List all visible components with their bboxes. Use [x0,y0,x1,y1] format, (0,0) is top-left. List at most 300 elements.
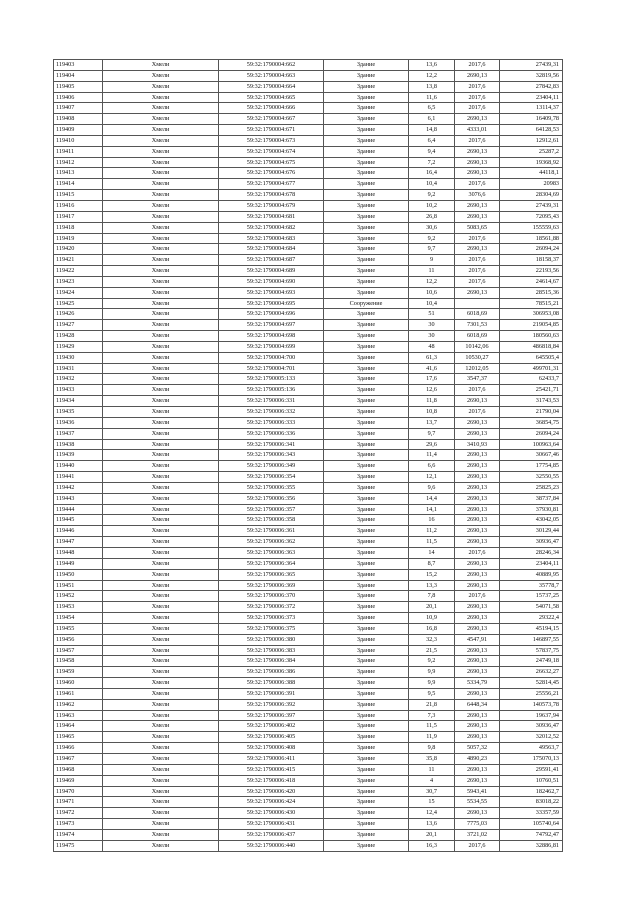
object-type-cell: Здание [324,103,409,114]
area-cell: 7,3 [409,710,455,721]
cadastral-value-cell: 100963,64 [500,439,563,450]
area-cell: 11,6 [409,92,455,103]
area-cell: 11,9 [409,732,455,743]
table-row [54,341,563,352]
cadastral-value-cell: 219054,85 [500,320,563,331]
cadastral-number-cell: 59:32:1790006:384 [219,656,324,667]
table-row [54,743,563,754]
row-id-cell: 119438 [54,439,103,450]
table-row [54,179,563,190]
table-row [54,699,563,710]
unit-value-cell: 2690,13 [455,396,500,407]
cadastral-value-cell: 10760,51 [500,775,563,786]
table-row [54,70,563,81]
table-row [54,81,563,92]
object-type-cell: Здание [324,645,409,656]
unit-value-cell: 2690,13 [455,526,500,537]
locality-cell: Хмели [103,819,219,830]
cadastral-value-cell: 26632,27 [500,667,563,678]
locality-cell: Хмели [103,125,219,136]
locality-cell: Хмели [103,92,219,103]
unit-value-cell: 2017,6 [455,135,500,146]
object-type-cell: Здание [324,114,409,125]
area-cell: 13,8 [409,81,455,92]
area-cell: 30 [409,320,455,331]
area-cell: 15 [409,797,455,808]
table-row [54,656,563,667]
cadastral-value-cell: 19368,92 [500,157,563,168]
area-cell: 13,7 [409,417,455,428]
locality-cell: Хмели [103,255,219,266]
unit-value-cell [455,298,500,309]
object-type-cell: Сооружение [324,298,409,309]
unit-value-cell: 2690,13 [455,472,500,483]
locality-cell: Хмели [103,179,219,190]
cadastral-number-cell: 59:32:1790005:133 [219,374,324,385]
row-id-cell: 119412 [54,157,103,168]
unit-value-cell: 2017,6 [455,547,500,558]
locality-cell: Хмели [103,168,219,179]
row-id-cell: 119475 [54,840,103,851]
object-type-cell: Здание [324,732,409,743]
locality-cell: Хмели [103,754,219,765]
table-row [54,602,563,613]
unit-value-cell: 2690,13 [455,157,500,168]
area-cell: 11 [409,764,455,775]
locality-cell: Хмели [103,699,219,710]
cadastral-number-cell: 59:32:1790004:699 [219,341,324,352]
locality-cell: Хмели [103,190,219,201]
cadastral-value-cell: 32819,56 [500,70,563,81]
table-row [54,320,563,331]
object-type-cell: Здание [324,493,409,504]
unit-value-cell: 2017,6 [455,255,500,266]
cadastral-value-cell: 27439,31 [500,60,563,71]
table-row [54,222,563,233]
cadastral-number-cell: 59:32:1790006:420 [219,786,324,797]
cadastral-number-cell: 59:32:1790006:430 [219,808,324,819]
row-id-cell: 119418 [54,222,103,233]
unit-value-cell: 2017,6 [455,60,500,71]
area-cell: 12,6 [409,385,455,396]
locality-cell: Хмели [103,298,219,309]
unit-value-cell: 6018,69 [455,309,500,320]
row-id-cell: 119461 [54,688,103,699]
row-id-cell: 119428 [54,331,103,342]
object-type-cell: Здание [324,721,409,732]
cadastral-number-cell: 59:32:1790004:679 [219,200,324,211]
unit-value-cell: 2690,13 [455,645,500,656]
row-id-cell: 119408 [54,114,103,125]
table-row [54,764,563,775]
table-row [54,840,563,851]
row-id-cell: 119423 [54,276,103,287]
area-cell: 6,4 [409,135,455,146]
area-cell: 10,4 [409,179,455,190]
area-cell: 21,8 [409,699,455,710]
area-cell: 13,6 [409,819,455,830]
locality-cell: Хмели [103,591,219,602]
cadastral-value-cell: 13114,37 [500,103,563,114]
table-row [54,721,563,732]
object-type-cell: Здание [324,417,409,428]
table-row [54,385,563,396]
table-row [54,298,563,309]
cadastral-value-cell: 30936,47 [500,721,563,732]
cadastral-number-cell: 59:32:1790004:666 [219,103,324,114]
locality-cell: Хмели [103,537,219,548]
cadastral-value-cell: 35778,7 [500,580,563,591]
row-id-cell: 119406 [54,92,103,103]
unit-value-cell: 2690,13 [455,580,500,591]
area-cell: 14,1 [409,504,455,515]
unit-value-cell: 2690,13 [455,428,500,439]
row-id-cell: 119427 [54,320,103,331]
object-type-cell: Здание [324,558,409,569]
unit-value-cell: 2017,6 [455,233,500,244]
cadastral-number-cell: 59:32:1790006:392 [219,699,324,710]
cadastral-number-cell: 59:32:1790004:693 [219,287,324,298]
row-id-cell: 119446 [54,526,103,537]
object-type-cell: Здание [324,287,409,298]
cadastral-number-cell: 59:32:1790004:674 [219,146,324,157]
area-cell: 9,9 [409,667,455,678]
locality-cell: Хмели [103,797,219,808]
table-row [54,537,563,548]
unit-value-cell: 2690,13 [455,482,500,493]
area-cell: 16,4 [409,168,455,179]
cadastral-value-cell: 17754,85 [500,461,563,472]
cadastral-number-cell: 59:32:1790004:701 [219,363,324,374]
area-cell: 32,3 [409,634,455,645]
cadastral-number-cell: 59:32:1790004:690 [219,276,324,287]
table-row [54,775,563,786]
row-id-cell: 119437 [54,428,103,439]
locality-cell: Хмели [103,678,219,689]
unit-value-cell: 2690,13 [455,721,500,732]
area-cell: 10,9 [409,613,455,624]
locality-cell: Хмели [103,613,219,624]
row-id-cell: 119439 [54,450,103,461]
cadastral-number-cell: 59:32:1790006:336 [219,428,324,439]
cadastral-value-cell: 30936,47 [500,537,563,548]
locality-cell: Хмели [103,743,219,754]
locality-cell: Хмели [103,157,219,168]
table-row [54,428,563,439]
locality-cell: Хмели [103,840,219,851]
cadastral-value-cell: 25556,21 [500,688,563,699]
unit-value-cell: 6018,69 [455,331,500,342]
table-row [54,114,563,125]
cadastral-value-cell: 22193,56 [500,266,563,277]
object-type-cell: Здание [324,374,409,385]
cadastral-value-cell: 20983 [500,179,563,190]
area-cell: 9,6 [409,482,455,493]
row-id-cell: 119453 [54,602,103,613]
table-row [54,613,563,624]
cadastral-number-cell: 59:32:1790006:343 [219,450,324,461]
cadastral-number-cell: 59:32:1790006:397 [219,710,324,721]
area-cell: 9,7 [409,428,455,439]
cadastral-value-cell: 30129,44 [500,526,563,537]
table-row [54,797,563,808]
object-type-cell: Здание [324,363,409,374]
locality-cell: Хмели [103,580,219,591]
cadastral-value-cell: 26094,24 [500,428,563,439]
table-row [54,168,563,179]
table-row [54,450,563,461]
object-type-cell: Здание [324,428,409,439]
object-type-cell: Здание [324,526,409,537]
row-id-cell: 119433 [54,385,103,396]
cadastral-value-cell: 645505,4 [500,352,563,363]
locality-cell: Хмели [103,320,219,331]
object-type-cell: Здание [324,461,409,472]
area-cell: 9,5 [409,688,455,699]
cadastral-number-cell: 59:32:1790004:681 [219,211,324,222]
area-cell: 6,6 [409,461,455,472]
row-id-cell: 119466 [54,743,103,754]
table-row [54,732,563,743]
cadastral-value-cell: 62433,7 [500,374,563,385]
cadastral-value-cell: 33357,59 [500,808,563,819]
area-cell: 10,8 [409,407,455,418]
object-type-cell: Здание [324,482,409,493]
locality-cell: Хмели [103,732,219,743]
table-row [54,407,563,418]
row-id-cell: 119416 [54,200,103,211]
unit-value-cell: 3547,37 [455,374,500,385]
area-cell: 11,4 [409,450,455,461]
table-row [54,135,563,146]
object-type-cell: Здание [324,222,409,233]
cadastral-number-cell: 59:32:1790004:675 [219,157,324,168]
cadastral-number-cell: 59:32:1790004:689 [219,266,324,277]
row-id-cell: 119456 [54,634,103,645]
locality-cell: Хмели [103,461,219,472]
cadastral-value-cell: 21790,04 [500,407,563,418]
unit-value-cell: 2017,6 [455,591,500,602]
area-cell: 9,7 [409,244,455,255]
cadastral-number-cell: 59:32:1790006:437 [219,829,324,840]
locality-cell: Хмели [103,547,219,558]
cadastral-number-cell: 59:32:1790006:363 [219,547,324,558]
unit-value-cell: 4333,01 [455,125,500,136]
locality-cell: Хмели [103,428,219,439]
object-type-cell: Здание [324,70,409,81]
object-type-cell: Здание [324,135,409,146]
row-id-cell: 119464 [54,721,103,732]
locality-cell: Хмели [103,200,219,211]
object-type-cell: Здание [324,569,409,580]
unit-value-cell: 2017,6 [455,81,500,92]
row-id-cell: 119435 [54,407,103,418]
table-row [54,396,563,407]
object-type-cell: Здание [324,623,409,634]
area-cell: 30,7 [409,786,455,797]
table-row [54,125,563,136]
area-cell: 41,6 [409,363,455,374]
row-id-cell: 119474 [54,829,103,840]
area-cell: 11 [409,266,455,277]
cadastral-value-cell: 105740,64 [500,819,563,830]
unit-value-cell: 3076,6 [455,190,500,201]
area-cell: 9,2 [409,656,455,667]
locality-cell: Хмели [103,602,219,613]
row-id-cell: 119429 [54,341,103,352]
table-row [54,190,563,201]
locality-cell: Хмели [103,233,219,244]
cadastral-value-cell: 28246,34 [500,547,563,558]
table-row [54,287,563,298]
area-cell: 12,4 [409,808,455,819]
area-cell: 30,6 [409,222,455,233]
unit-value-cell: 4547,91 [455,634,500,645]
area-cell: 10,4 [409,298,455,309]
row-id-cell: 119449 [54,558,103,569]
row-id-cell: 119471 [54,797,103,808]
cadastral-number-cell: 59:32:1790006:402 [219,721,324,732]
cadastral-number-cell: 59:32:1790006:386 [219,667,324,678]
table-row [54,60,563,71]
row-id-cell: 119440 [54,461,103,472]
area-cell: 15,2 [409,569,455,580]
table-row [54,157,563,168]
cadastral-value-cell: 29591,41 [500,764,563,775]
row-id-cell: 119407 [54,103,103,114]
cadastral-number-cell: 59:32:1790006:373 [219,613,324,624]
row-id-cell: 119470 [54,786,103,797]
area-cell: 10,2 [409,200,455,211]
cadastral-value-cell: 74792,47 [500,829,563,840]
area-cell: 6,1 [409,114,455,125]
object-type-cell: Здание [324,276,409,287]
unit-value-cell: 5083,65 [455,222,500,233]
row-id-cell: 119454 [54,613,103,624]
cadastral-number-cell: 59:32:1790006:349 [219,461,324,472]
area-cell: 16,8 [409,623,455,634]
locality-cell: Хмели [103,623,219,634]
cadastral-number-cell: 59:32:1790004:687 [219,255,324,266]
locality-cell: Хмели [103,645,219,656]
unit-value-cell: 2690,13 [455,569,500,580]
locality-cell: Хмели [103,504,219,515]
area-cell: 20,1 [409,602,455,613]
cadastral-number-cell: 59:32:1790004:684 [219,244,324,255]
table-row [54,417,563,428]
row-id-cell: 119457 [54,645,103,656]
locality-cell: Хмели [103,417,219,428]
row-id-cell: 119434 [54,396,103,407]
area-cell: 26,8 [409,211,455,222]
row-id-cell: 119413 [54,168,103,179]
locality-cell: Хмели [103,493,219,504]
row-id-cell: 119419 [54,233,103,244]
object-type-cell: Здание [324,146,409,157]
locality-cell: Хмели [103,331,219,342]
cadastral-number-cell: 59:32:1790006:355 [219,482,324,493]
object-type-cell: Здание [324,255,409,266]
unit-value-cell: 2017,6 [455,103,500,114]
cadastral-value-cell: 31743,53 [500,396,563,407]
locality-cell: Хмели [103,634,219,645]
table-row [54,146,563,157]
area-cell: 9,8 [409,743,455,754]
cadastral-number-cell: 59:32:1790006:408 [219,743,324,754]
object-type-cell: Здание [324,341,409,352]
area-cell: 48 [409,341,455,352]
object-type-cell: Здание [324,764,409,775]
cadastral-number-cell: 59:32:1790006:415 [219,764,324,775]
cadastral-number-cell: 59:32:1790006:391 [219,688,324,699]
row-id-cell: 119425 [54,298,103,309]
row-id-cell: 119452 [54,591,103,602]
unit-value-cell: 2690,13 [455,417,500,428]
area-cell: 4 [409,775,455,786]
row-id-cell: 119431 [54,363,103,374]
table-row [54,266,563,277]
object-type-cell: Здание [324,537,409,548]
cadastral-value-cell: 54071,58 [500,602,563,613]
locality-cell: Хмели [103,135,219,146]
cadastral-number-cell: 59:32:1790006:333 [219,417,324,428]
locality-cell: Хмели [103,244,219,255]
unit-value-cell: 5943,41 [455,786,500,797]
cadastral-value-cell: 24749,18 [500,656,563,667]
table-row [54,515,563,526]
cadastral-number-cell: 59:32:1790006:365 [219,569,324,580]
cadastral-value-cell: 36854,75 [500,417,563,428]
locality-cell: Хмели [103,352,219,363]
object-type-cell: Здание [324,678,409,689]
unit-value-cell: 2017,6 [455,385,500,396]
area-cell: 20,1 [409,829,455,840]
row-id-cell: 119455 [54,623,103,634]
unit-value-cell: 2690,13 [455,602,500,613]
unit-value-cell: 6448,34 [455,699,500,710]
cadastral-number-cell: 59:32:1790006:361 [219,526,324,537]
area-cell: 11,5 [409,537,455,548]
unit-value-cell: 3410,93 [455,439,500,450]
object-type-cell: Здание [324,829,409,840]
cadastral-number-cell: 59:32:1790004:662 [219,60,324,71]
object-type-cell: Здание [324,190,409,201]
object-type-cell: Здание [324,331,409,342]
cadastral-value-cell: 23404,11 [500,558,563,569]
table-row [54,352,563,363]
locality-cell: Хмели [103,396,219,407]
area-cell: 14,4 [409,493,455,504]
cadastral-number-cell: 59:32:1790004:697 [219,320,324,331]
table-row [54,591,563,602]
area-cell: 12,1 [409,472,455,483]
cadastral-value-cell: 49563,7 [500,743,563,754]
cadastral-number-cell: 59:32:1790004:683 [219,233,324,244]
area-cell: 9,2 [409,233,455,244]
locality-cell: Хмели [103,786,219,797]
unit-value-cell: 2017,6 [455,840,500,851]
cadastral-number-cell: 59:32:1790004:665 [219,92,324,103]
row-id-cell: 119465 [54,732,103,743]
object-type-cell: Здание [324,266,409,277]
cadastral-value-cell: 12912,61 [500,135,563,146]
object-type-cell: Здание [324,233,409,244]
unit-value-cell: 2017,6 [455,266,500,277]
locality-cell: Хмели [103,276,219,287]
cadastral-value-cell: 155559,63 [500,222,563,233]
row-id-cell: 119426 [54,309,103,320]
unit-value-cell: 2690,13 [455,287,500,298]
